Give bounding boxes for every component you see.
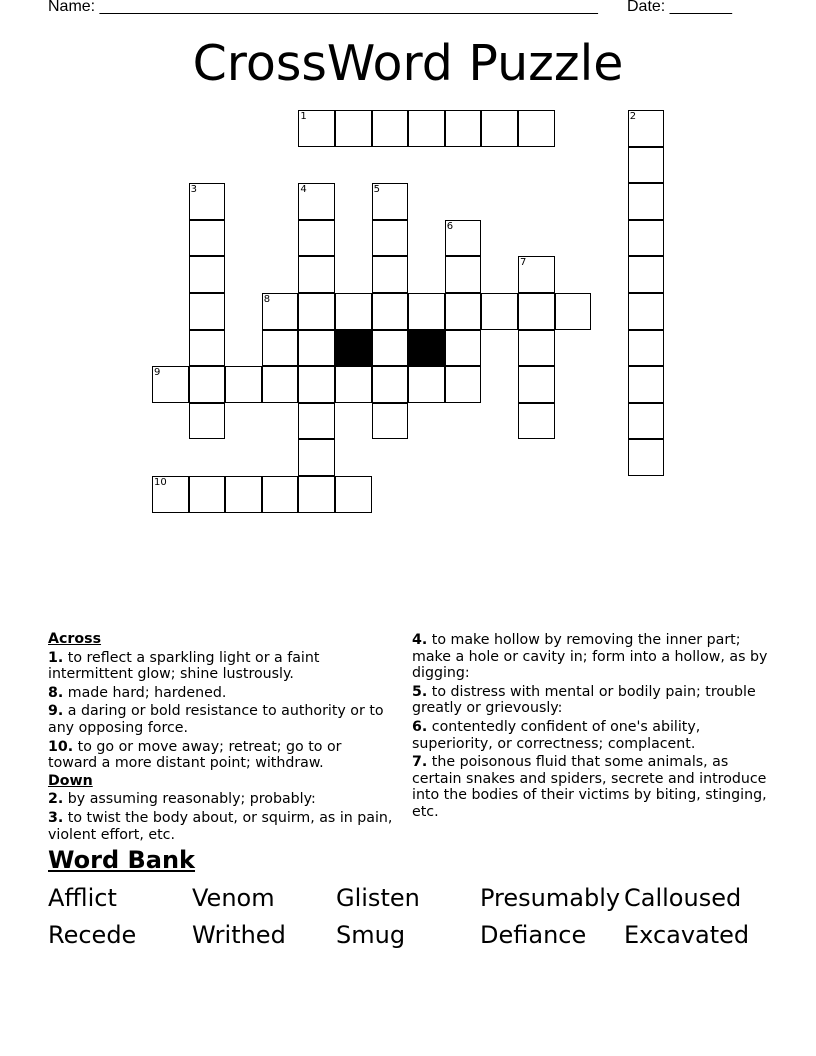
clue-text: made hard; hardened. (67, 684, 227, 701)
crossword-cell[interactable] (189, 403, 226, 440)
crossword-cell[interactable] (298, 256, 335, 293)
crossword-cell[interactable] (445, 330, 482, 367)
clue-number: 2. (48, 791, 64, 808)
word-bank-word: Glisten (336, 884, 420, 912)
clue-text: to make hollow by removing the inner part; make a hole or cavity in; form into a hollow, as by digging: (412, 632, 768, 682)
crossword-cell[interactable] (445, 110, 482, 147)
crossword-cell[interactable] (189, 256, 226, 293)
crossword-cell[interactable] (152, 366, 189, 403)
crossword-cell[interactable] (298, 439, 335, 476)
crossword-cell[interactable] (262, 293, 299, 330)
clue-text: the poisonous fluid that some animals, as certain snakes and spiders, secrete and introduce into the bodies of their victims by biting, stinging, etc. (412, 754, 767, 820)
crossword-cell[interactable] (628, 330, 665, 367)
crossword-cell[interactable] (298, 330, 335, 367)
page-title: CrossWord Puzzle (192, 35, 624, 92)
crossword-cell[interactable] (628, 256, 665, 293)
crossword-cell[interactable] (335, 476, 372, 513)
clue-number: 5. (412, 683, 428, 700)
cell-number: 4 (300, 184, 307, 196)
crossword-cell[interactable] (298, 476, 335, 513)
clue-text: to distress with mental or bodily pain; trouble greatly or grievously: (412, 683, 756, 717)
crossword-cell[interactable] (518, 330, 555, 367)
crossword-cell[interactable] (298, 403, 335, 440)
crossword-cell[interactable] (408, 110, 445, 147)
clue-down-4 (412, 632, 772, 682)
cell-number: 5 (373, 184, 380, 196)
clue-number: 10. (48, 738, 74, 755)
clue-across-8 (48, 685, 393, 702)
crossword-cell[interactable] (372, 183, 409, 220)
crossword-cell[interactable] (372, 256, 409, 293)
clue-number: 1. (48, 649, 64, 666)
clue-down-5 (412, 684, 772, 717)
crossword-cell[interactable] (189, 366, 226, 403)
crossword-cell[interactable] (262, 366, 299, 403)
crossword-cell[interactable] (152, 476, 189, 513)
blocked-cell (408, 330, 445, 367)
crossword-cell[interactable] (518, 293, 555, 330)
clue-text: by assuming reasonably; probably: (67, 791, 316, 808)
crossword-cell[interactable] (372, 366, 409, 403)
clues-left-column (48, 630, 393, 843)
crossword-cell[interactable] (481, 110, 518, 147)
cell-number: 10 (154, 477, 167, 488)
clue-down-3 (48, 810, 393, 843)
crossword-cell[interactable] (372, 403, 409, 440)
crossword-cell[interactable] (518, 366, 555, 403)
crossword-cell[interactable] (335, 293, 372, 330)
crossword-cell[interactable] (189, 293, 226, 330)
name-field: Name: ________________________________________________________ (48, 0, 598, 15)
word-bank-word: Presumably (480, 884, 621, 912)
cell-number: 7 (520, 257, 527, 269)
word-bank-word: Smug (336, 921, 406, 949)
across-heading: Across (48, 631, 102, 647)
crossword-cell[interactable] (445, 256, 482, 293)
clue-across-10 (48, 739, 393, 772)
crossword-cell[interactable] (628, 293, 665, 330)
crossword-cell[interactable] (335, 110, 372, 147)
clue-down-2 (48, 791, 393, 808)
clue-text: to go or move away; retreat; go to or toward a more distant point; withdraw. (48, 738, 342, 772)
word-bank-word: Excavated (624, 921, 750, 949)
crossword-cell[interactable] (481, 293, 518, 330)
crossword-cell[interactable] (262, 476, 299, 513)
cell-number: 1 (300, 111, 307, 122)
crossword-cell[interactable] (628, 220, 665, 257)
crossword-cell[interactable] (262, 330, 299, 367)
clue-text: to reflect a sparkling light or a faint intermittent glow; shine lustrously. (48, 649, 320, 683)
word-bank-word: Venom (192, 884, 275, 912)
cell-number: 2 (629, 111, 637, 122)
crossword-cell[interactable] (189, 330, 226, 367)
crossword-cell[interactable] (628, 183, 665, 220)
crossword-cell[interactable] (372, 293, 409, 330)
clue-across-1 (48, 650, 393, 683)
crossword-cell[interactable] (628, 403, 665, 440)
crossword-cell[interactable] (372, 330, 409, 367)
cell-number: 9 (154, 367, 161, 379)
crossword-cell[interactable] (518, 110, 555, 147)
date-field: Date: _______ (627, 0, 732, 15)
crossword-cell[interactable] (225, 366, 262, 403)
clue-number: 7. (412, 754, 428, 771)
clue-text: contentedly confident of one's ability, superiority, or correctness; complacent. (412, 718, 701, 752)
crossword-cell[interactable] (298, 293, 335, 330)
blocked-cell (335, 330, 372, 367)
crossword-cell[interactable] (298, 366, 335, 403)
crossword-cell[interactable] (518, 256, 555, 293)
crossword-cell[interactable] (189, 476, 226, 513)
crossword-cell[interactable] (298, 183, 335, 220)
crossword-cell[interactable] (298, 220, 335, 257)
crossword-cell[interactable] (189, 183, 226, 220)
clue-number: 6. (412, 718, 428, 735)
cell-number: 8 (263, 294, 271, 305)
crossword-cell[interactable] (372, 220, 409, 257)
clue-across-9 (48, 703, 393, 736)
crossword-cell[interactable] (298, 110, 335, 147)
word-bank-title: Word Bank (48, 846, 196, 874)
word-bank-word: Afflict (48, 884, 117, 912)
crossword-cell[interactable] (445, 366, 482, 403)
crossword-cell[interactable] (445, 220, 482, 257)
word-bank-word: Calloused (624, 884, 742, 912)
crossword-cell[interactable] (445, 293, 482, 330)
clue-number: 4. (412, 632, 428, 648)
clue-number: 9. (48, 703, 64, 720)
clue-number: 8. (48, 684, 64, 701)
crossword-cell[interactable] (189, 220, 226, 257)
cell-number: 6 (446, 220, 454, 232)
crossword-cell[interactable] (628, 147, 665, 184)
crossword-cell[interactable] (518, 403, 555, 440)
word-bank-word: Writhed (192, 921, 286, 949)
crossword-cell[interactable] (555, 293, 592, 330)
crossword-cell[interactable] (628, 439, 665, 476)
clue-down-6 (412, 719, 772, 752)
clue-text: a daring or bold resistance to authority or to any opposing force. (48, 703, 384, 736)
clue-number: 3. (48, 809, 64, 826)
clue-text: to twist the body about, or squirm, as in pain, violent effort, etc. (48, 809, 393, 843)
word-bank-word: Recede (48, 921, 137, 949)
crossword-cell[interactable] (225, 476, 262, 513)
crossword-cell[interactable] (335, 366, 372, 403)
crossword-cell[interactable] (408, 366, 445, 403)
crossword-cell[interactable] (372, 110, 409, 147)
clues-right-column (412, 630, 772, 821)
crossword-cell[interactable] (408, 293, 445, 330)
clue-down-7 (412, 754, 772, 820)
cell-number: 3 (190, 184, 197, 196)
crossword-cell[interactable] (628, 366, 665, 403)
word-bank-word: Defiance (480, 921, 587, 949)
down-heading: Down (48, 772, 93, 789)
crossword-cell[interactable] (628, 110, 665, 147)
